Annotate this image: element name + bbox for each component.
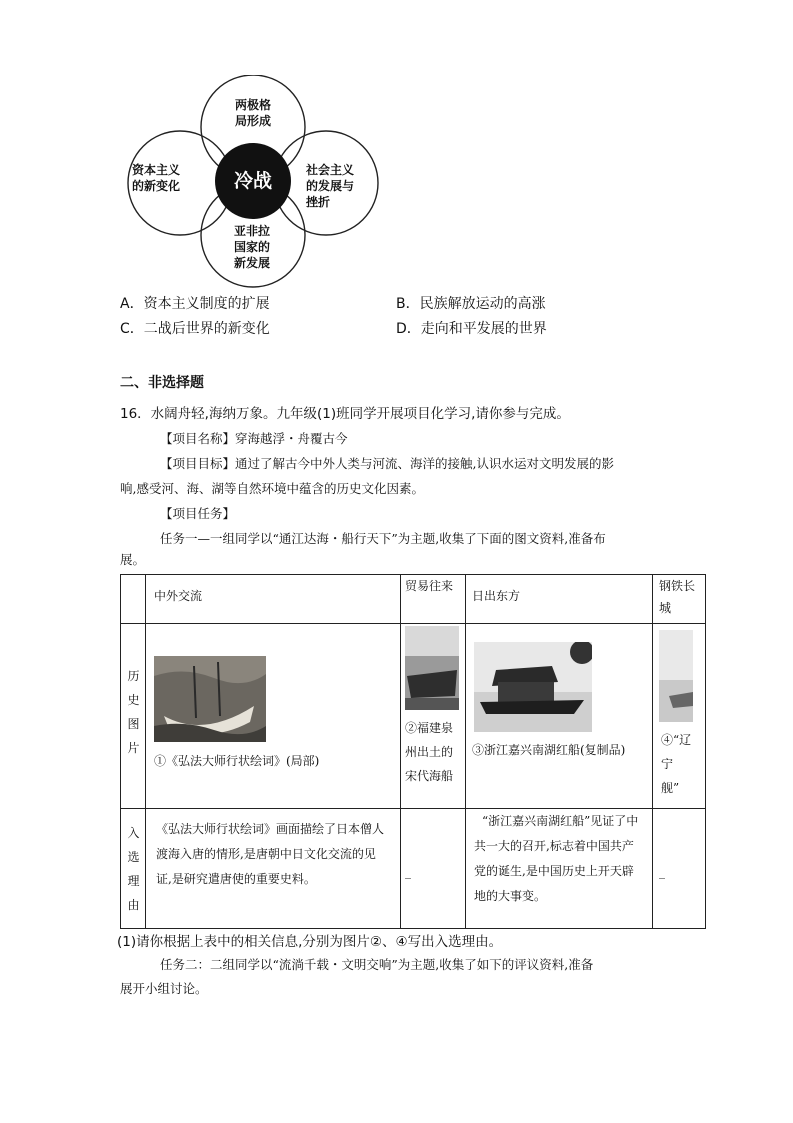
header-cell: 中外交流 <box>146 575 401 624</box>
task1-line2: 展。 <box>120 552 146 567</box>
caption-1: ①《弘法大师行状绘词》(局部) <box>154 754 320 768</box>
question-stem: 16．水阔舟轻,海纳万象。九年级(1)班同学开展项目化学习,请你参与完成。 <box>120 406 570 422</box>
diagram-bottom-line: 国家的 <box>233 240 270 254</box>
row-label-selection-reason: 入选理由 <box>121 809 146 929</box>
project-goal-line1: 【项目目标】通过了解古今中外人类与河流、海洋的接触,认识水运对文明发展的影 <box>160 456 614 471</box>
diagram-right-line: 社会主义 <box>306 163 355 177</box>
reason-1: 《弘法大师行状绘词》画面描绘了日本僧人渡海入唐的情形,是唐朝中日文化交流的见证,是研究遣唐使的重要史料。 <box>146 809 401 929</box>
reason-2-blank: _ <box>401 809 466 929</box>
liaoning-carrier-image <box>659 630 693 722</box>
header-cell: 钢铁长城 <box>653 575 706 624</box>
option-b: B．民族解放运动的高涨 <box>396 296 546 312</box>
song-ship-photo-icon <box>405 626 459 710</box>
caption-4: ④“辽宁舰” <box>661 733 692 795</box>
diagram-bottom-line: 亚非拉 <box>233 224 270 238</box>
diagram-bottom-line: 新发展 <box>233 256 270 270</box>
image-cell-2 <box>401 624 466 809</box>
diagram-left-line: 的新变化 <box>132 179 181 193</box>
header-cell: 日出东方 <box>466 575 653 624</box>
diagram-top-line: 两极格 <box>234 98 271 112</box>
option-a: A．资本主义制度的扩展 <box>120 296 270 312</box>
diagram-bottom-label <box>224 223 280 271</box>
task2-line2: 展开小组讨论。 <box>120 981 208 996</box>
option-d: D．走向和平发展的世界 <box>396 321 547 337</box>
diagram-left-line: 资本主义 <box>132 163 181 177</box>
reason-4-blank: _ <box>653 809 706 929</box>
caption-2: ②福建泉州出土的宋代海船 <box>405 721 454 783</box>
project-name: 【项目名称】穿海越浮・舟覆古今 <box>160 431 348 446</box>
song-ship-image <box>405 626 459 710</box>
diagram-right-line: 的发展与 <box>306 179 355 193</box>
table-reason-row <box>121 809 706 929</box>
table-image-row <box>121 624 706 809</box>
diagram-right-label <box>306 162 376 210</box>
image-cell-3 <box>466 624 653 809</box>
sub-question-1: (1)请你根据上表中的相关信息,分别为图片②、④写出入选理由。 <box>117 934 503 950</box>
diagram-top-line: 局形成 <box>234 114 271 128</box>
caption-3: ③浙江嘉兴南湖红船(复制品) <box>472 743 626 757</box>
red-boat-photo-icon <box>474 642 592 732</box>
option-c: C．二战后世界的新变化 <box>120 321 270 337</box>
section-title: 二、非选择题 <box>120 375 204 391</box>
table-header-row <box>121 575 706 624</box>
ship-painting-icon <box>154 656 266 742</box>
reason-3: “浙江嘉兴南湖红船”见证了中共一大的召开,标志着中国共产党的诞生,是中国历史上开天辟地的大事变。 <box>466 809 653 929</box>
task1-line1: 任务一—一组同学以“通江达海・船行天下”为主题,收集了下面的图文资料,准备布 <box>160 531 606 546</box>
diagram-right-line: 挫折 <box>306 195 331 209</box>
image-cell-1 <box>146 624 401 809</box>
diagram-center-label: 冷战 <box>233 170 272 192</box>
aircraft-carrier-photo-icon <box>659 630 693 722</box>
project-tasks: 【项目任务】 <box>160 506 236 521</box>
diagram-top-label <box>225 97 281 129</box>
row-label-history-images: 历史图片 <box>121 624 146 809</box>
table-corner-cell <box>121 575 146 624</box>
project-goal-line2: 响,感受河、海、湖等自然环境中蕴含的历史文化因素。 <box>120 481 424 496</box>
task2-line1: 任务二：二组同学以“流淌千载・文明交响”为主题,收集了如下的评议资料,准备 <box>160 957 594 972</box>
materials-table <box>120 574 706 929</box>
header-cell: 贸易往来 <box>401 575 466 624</box>
image-cell-4 <box>653 624 706 809</box>
diagram-left-label <box>132 162 202 194</box>
painting-image <box>154 656 266 742</box>
red-boat-image <box>474 642 592 732</box>
